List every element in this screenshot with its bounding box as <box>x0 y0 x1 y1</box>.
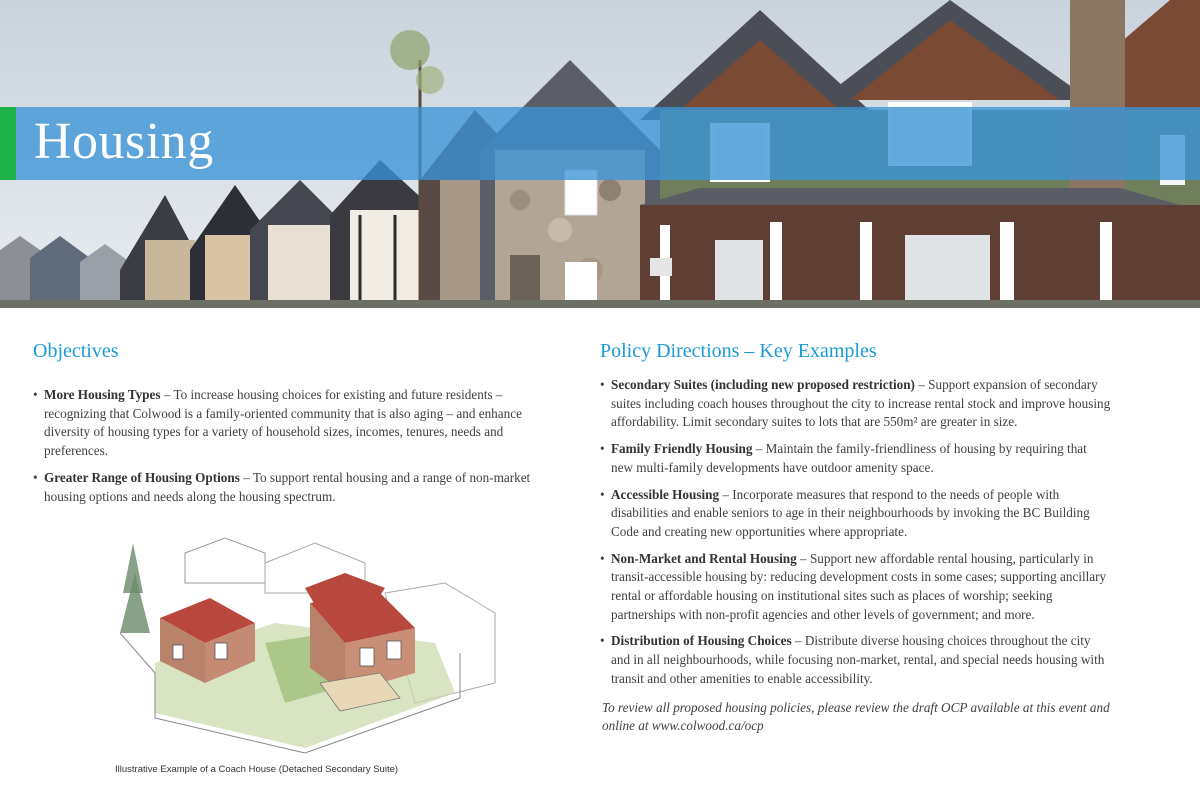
list-item <box>33 469 563 506</box>
list-item <box>600 550 1112 625</box>
bullet-icon: • <box>600 486 605 502</box>
item-title: Secondary Suites (including new proposed restriction) <box>611 377 915 392</box>
item-title: More Housing Types <box>44 387 161 402</box>
item-text: – Distribute diverse housing choices throughout the city and in all neighbourhoods, while focusing non-market, rental, and special needs housing with transit and other amenities to enable accessibility. <box>611 633 1105 686</box>
item-title: Distribution of Housing Choices <box>611 633 792 649</box>
objectives-section <box>33 336 563 514</box>
list-item <box>600 376 1112 432</box>
illustration-caption: Illustrative Example of a Coach House (Detached Secondary Suite) <box>115 764 399 775</box>
item-text: – To support rental housing and a range of non-market housing options and needs along the housing spectrum. <box>44 469 531 504</box>
list-item <box>33 386 563 461</box>
list-item <box>600 486 1112 542</box>
coach-house-sketch <box>115 533 500 755</box>
item-title: Greater Range of Housing Options <box>44 469 240 485</box>
review-footnote: To review all proposed housing policies, please review the draft OCP available at this event and online at www.colwood.ca/ocp <box>602 699 1110 734</box>
item-text: – Support new affordable rental housing, particularly in transit-accessible housing by: reducing development costs in some cases; supporting ancillary rental or affordable housing on institutional sites such as places of worship; seeking partnerships with non-profit agencies and other levels of government; and more. <box>611 550 1107 622</box>
item-text: – Maintain the family-friendliness of housing by requiring that new multi-family developments have outdoor amenity space. <box>611 441 1087 475</box>
bullet-icon: • <box>600 633 605 649</box>
item-title: Non-Market and Rental Housing <box>611 550 797 566</box>
item-title: Accessible Housing <box>611 486 720 502</box>
title-accent-bar <box>0 107 16 180</box>
list-item <box>600 632 1112 688</box>
page-title: Housing <box>34 113 214 170</box>
objectives-heading: Objectives <box>33 340 119 362</box>
bullet-icon: • <box>600 550 605 566</box>
bullet-icon: • <box>33 469 38 485</box>
item-text: – Support expansion of secondary suites including coach houses throughout the city to increase rental stock and improve housing affordability. Limit secondary suites to lots that are 550m² are greater in size. <box>611 377 1111 430</box>
bullet-icon: • <box>600 441 605 457</box>
policy-heading: Policy Directions – Key Examples <box>600 340 877 362</box>
bullet-icon: • <box>600 377 605 392</box>
bullet-icon: • <box>33 387 38 402</box>
policy-section <box>600 336 1112 736</box>
list-item <box>600 440 1112 477</box>
coach-house-illustration <box>115 533 500 755</box>
objectives-list <box>33 386 563 506</box>
policy-list <box>600 376 1112 689</box>
item-text: – To increase housing choices for existing and future residents – recognizing that Colwood is a family-oriented community that is also aging – and enhance diversity of housing types for a variety of household sizes, incomes, tenures, needs and preferences. <box>44 387 522 459</box>
item-text: – Incorporate measures that respond to the needs of people with disabilities and enable seniors to age in their neighbourhoods by invoking the BC Building Code and creating new opportunities where appropriate. <box>611 486 1090 539</box>
item-title: Family Friendly Housing <box>611 441 753 457</box>
